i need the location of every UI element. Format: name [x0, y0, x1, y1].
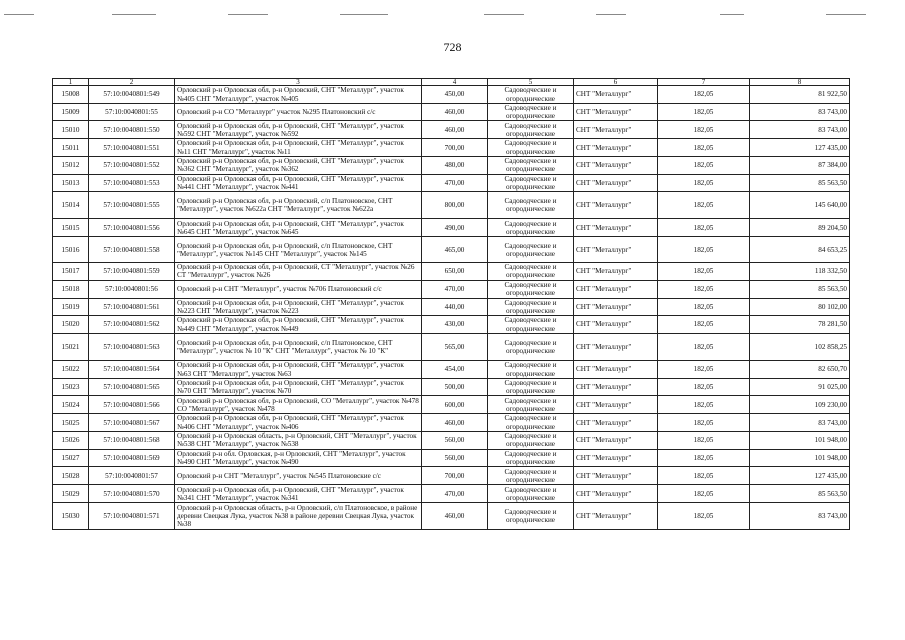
row-number: 15024: [53, 396, 89, 414]
plot-area: 560,00: [422, 431, 488, 449]
cadastral-number: 57:10:0040801:553: [89, 174, 175, 191]
cadastral-number: 57:10:0040801:571: [89, 503, 175, 530]
plot-area: 480,00: [422, 156, 488, 174]
land-use-type: Садоводческие и огороднические: [488, 379, 574, 396]
land-use-type: Садоводческие и огороднические: [488, 396, 574, 414]
table-row: [53, 414, 850, 431]
cadastral-number: 57:10:0040801:568: [89, 431, 175, 449]
owner-name: СНТ "Металлург": [574, 334, 658, 361]
scan-artifact-marks: [0, 14, 905, 18]
row-number: 15009: [53, 104, 89, 121]
plot-address: Орловский р-н Орловская обл, р-н Орловский, СНТ "Металлург", участок №645 СНТ "Металлург", участок №645: [175, 219, 422, 237]
rate-value: 182,05: [658, 449, 750, 466]
plot-area: 565,00: [422, 334, 488, 361]
cadastral-number: 57:10:0040801:570: [89, 485, 175, 503]
land-use-type: Садоводческие и огороднические: [488, 174, 574, 191]
total-value: 87 384,00: [750, 156, 850, 174]
plot-area: 490,00: [422, 219, 488, 237]
plot-area: 470,00: [422, 174, 488, 191]
plot-area: 440,00: [422, 298, 488, 315]
total-value: 83 743,00: [750, 104, 850, 121]
cadastral-number: 57:10:0040801:549: [89, 86, 175, 104]
total-value: 89 204,50: [750, 219, 850, 237]
plot-area: 560,00: [422, 449, 488, 466]
rate-value: 182,05: [658, 396, 750, 414]
cadastral-number: 57:10:0040801:555: [89, 192, 175, 219]
plot-address: Орловский р-н Орловская область, р-н Орловский, СНТ "Металлург", участок №538 СНТ "Металлург", участок №538: [175, 431, 422, 449]
total-value: 127 435,00: [750, 467, 850, 485]
table-row: [53, 156, 850, 174]
total-value: 83 743,00: [750, 121, 850, 139]
plot-address: Орловский р-н СНТ "Металлург", участок №545 Платоновские с/с: [175, 467, 422, 485]
rate-value: 182,05: [658, 263, 750, 280]
table-row: [53, 192, 850, 219]
land-plot-registry-table: [52, 78, 850, 530]
table-row: [53, 485, 850, 503]
owner-name: СНТ "Металлург": [574, 280, 658, 298]
land-use-type: Садоводческие и огороднические: [488, 316, 574, 334]
table-row: [53, 237, 850, 263]
land-use-type: Садоводческие и огороднические: [488, 298, 574, 315]
cadastral-number: 57:10:0040801:562: [89, 316, 175, 334]
plot-address: Орловский р-н Орловская обл, р-н Орловский, СНТ "Металлург", участок №406 СНТ "Металлург", участок №406: [175, 414, 422, 431]
plot-address: Орловский р-н Орловская обл, р-н Орловский, СО "Металлург", участок №478 СО "Металлург", участок №478: [175, 396, 422, 414]
total-value: 85 563,50: [750, 174, 850, 191]
land-use-type: Садоводческие и огороднические: [488, 139, 574, 156]
owner-name: СНТ "Металлург": [574, 237, 658, 263]
rate-value: 182,05: [658, 156, 750, 174]
land-use-type: Садоводческие и огороднические: [488, 104, 574, 121]
cadastral-number: 57:10:0040801:55: [89, 104, 175, 121]
owner-name: СНТ "Металлург": [574, 192, 658, 219]
rate-value: 182,05: [658, 139, 750, 156]
owner-name: СНТ "Металлург": [574, 431, 658, 449]
plot-address: Орловский р-н Орловская обл, р-н Орловский, СНТ "Металлург", участок №592 СНТ "Металлург", участок №592: [175, 121, 422, 139]
plot-address: Орловский р-н Орловская обл, р-н Орловский, СНТ "Металлург", участок №223 СНТ "Металлург", участок №223: [175, 298, 422, 315]
land-use-type: Садоводческие и огороднические: [488, 503, 574, 530]
row-number: 15027: [53, 449, 89, 466]
row-number: 15016: [53, 237, 89, 263]
total-value: 82 650,70: [750, 361, 850, 379]
cadastral-number: 57:10:0040801:56: [89, 280, 175, 298]
plot-area: 450,00: [422, 86, 488, 104]
plot-area: 470,00: [422, 485, 488, 503]
column-header: 1: [53, 79, 89, 86]
land-use-type: Садоводческие и огороднические: [488, 449, 574, 466]
table-row: [53, 379, 850, 396]
land-use-type: Садоводческие и огороднические: [488, 467, 574, 485]
land-use-type: Садоводческие и огороднические: [488, 192, 574, 219]
plot-address: Орловский р-н Орловская обл, р-н Орловский, с/п Платоновское, СНТ "Металлург", участок №622а СНТ "Металлург", участок №622а: [175, 192, 422, 219]
rate-value: 182,05: [658, 280, 750, 298]
rate-value: 182,05: [658, 219, 750, 237]
plot-address: Орловский р-н Орловская обл, р-н Орловский, СНТ "Металлург", участок №441 СНТ "Металлург", участок №441: [175, 174, 422, 191]
row-number: 15028: [53, 467, 89, 485]
row-number: 15011: [53, 139, 89, 156]
total-value: 118 332,50: [750, 263, 850, 280]
total-value: 84 653,25: [750, 237, 850, 263]
plot-area: 430,00: [422, 316, 488, 334]
cadastral-number: 57:10:0040801:551: [89, 139, 175, 156]
owner-name: СНТ "Металлург": [574, 104, 658, 121]
row-number: 15017: [53, 263, 89, 280]
row-number: 15015: [53, 219, 89, 237]
owner-name: СНТ "Металлург": [574, 219, 658, 237]
rate-value: 182,05: [658, 316, 750, 334]
owner-name: СНТ "Металлург": [574, 139, 658, 156]
cadastral-number: 57:10:0040801:569: [89, 449, 175, 466]
rate-value: 182,05: [658, 174, 750, 191]
land-use-type: Садоводческие и огороднические: [488, 334, 574, 361]
plot-address: Орловский р-н Орловская обл, р-н Орловский, СНТ "Металлург", участок №70 СНТ "Металлург", участок №70: [175, 379, 422, 396]
cadastral-number: 57:10:0040801:566: [89, 396, 175, 414]
plot-area: 600,00: [422, 396, 488, 414]
cadastral-number: 57:10:0040801:565: [89, 379, 175, 396]
owner-name: СНТ "Металлург": [574, 263, 658, 280]
table-row: [53, 467, 850, 485]
table-row: [53, 298, 850, 315]
table-row: [53, 431, 850, 449]
rate-value: 182,05: [658, 104, 750, 121]
plot-address: Орловский р-н обл. Орловская, р-н Орловский, СНТ "Металлург", участок №490 СНТ "Металлург", участок №490: [175, 449, 422, 466]
row-number: 15026: [53, 431, 89, 449]
plot-area: 650,00: [422, 263, 488, 280]
column-header: 3: [175, 79, 422, 86]
owner-name: СНТ "Металлург": [574, 449, 658, 466]
row-number: 15008: [53, 86, 89, 104]
table-row: [53, 263, 850, 280]
column-header: 4: [422, 79, 488, 86]
row-number: 15020: [53, 316, 89, 334]
rate-value: 182,05: [658, 361, 750, 379]
plot-area: 465,00: [422, 237, 488, 263]
total-value: 80 102,00: [750, 298, 850, 315]
row-number: 15010: [53, 121, 89, 139]
plot-address: Орловский р-н Орловская обл, р-н Орловский, СНТ "Металлург", участок №362 СНТ "Металлург", участок №362: [175, 156, 422, 174]
total-value: 127 435,00: [750, 139, 850, 156]
land-use-type: Садоводческие и огороднические: [488, 219, 574, 237]
total-value: 91 025,00: [750, 379, 850, 396]
cadastral-number: 57:10:0040801:552: [89, 156, 175, 174]
total-value: 109 230,00: [750, 396, 850, 414]
owner-name: СНТ "Металлург": [574, 396, 658, 414]
row-number: 15025: [53, 414, 89, 431]
cadastral-number: 57:10:0040801:564: [89, 361, 175, 379]
rate-value: 182,05: [658, 298, 750, 315]
column-header: 5: [488, 79, 574, 86]
plot-area: 460,00: [422, 503, 488, 530]
row-number: 15019: [53, 298, 89, 315]
owner-name: СНТ "Металлург": [574, 156, 658, 174]
land-use-type: Садоводческие и огороднические: [488, 237, 574, 263]
cadastral-number: 57:10:0040801:563: [89, 334, 175, 361]
plot-address: Орловский р-н Орловская обл, р-н Орловский, СНТ "Металлург", участок №449 СНТ "Металлург", участок №449: [175, 316, 422, 334]
owner-name: СНТ "Металлург": [574, 86, 658, 104]
land-use-type: Садоводческие и огороднические: [488, 121, 574, 139]
total-value: 102 858,25: [750, 334, 850, 361]
total-value: 101 948,00: [750, 431, 850, 449]
total-value: 85 563,50: [750, 485, 850, 503]
row-number: 15018: [53, 280, 89, 298]
row-number: 15012: [53, 156, 89, 174]
total-value: 81 922,50: [750, 86, 850, 104]
rate-value: 182,05: [658, 467, 750, 485]
total-value: 83 743,00: [750, 414, 850, 431]
plot-area: 500,00: [422, 379, 488, 396]
owner-name: СНТ "Металлург": [574, 316, 658, 334]
owner-name: СНТ "Металлург": [574, 414, 658, 431]
row-number: 15014: [53, 192, 89, 219]
plot-address: Орловский р-н Орловская обл, р-н Орловский, с/п Платоновское, СНТ "Металлург", участок № 10 "К" СНТ "Металлург", участок № 10 "К": [175, 334, 422, 361]
table-row: [53, 503, 850, 530]
owner-name: СНТ "Металлург": [574, 485, 658, 503]
plot-address: Орловский р-н Орловская обл, р-н Орловский, СНТ "Металлург", участок №341 СНТ "Металлург", участок №341: [175, 485, 422, 503]
column-header: 2: [89, 79, 175, 86]
plot-address: Орловский р-н СО "Металлург" участок №295 Платоновский с/с: [175, 104, 422, 121]
table-row: [53, 334, 850, 361]
land-use-type: Садоводческие и огороднические: [488, 156, 574, 174]
owner-name: СНТ "Металлург": [574, 467, 658, 485]
rate-value: 182,05: [658, 379, 750, 396]
table-row: [53, 316, 850, 334]
total-value: 78 281,50: [750, 316, 850, 334]
plot-area: 470,00: [422, 280, 488, 298]
table-body: [53, 86, 850, 530]
plot-area: 460,00: [422, 104, 488, 121]
rate-value: 182,05: [658, 121, 750, 139]
owner-name: СНТ "Металлург": [574, 361, 658, 379]
rate-value: 182,05: [658, 192, 750, 219]
owner-name: СНТ "Металлург": [574, 121, 658, 139]
column-header: 6: [574, 79, 658, 86]
rate-value: 182,05: [658, 237, 750, 263]
plot-address: Орловский р-н Орловская обл, р-н Орловский, СНТ "Металлург", участок №405 СНТ "Металлург", участок №405: [175, 86, 422, 104]
land-use-type: Садоводческие и огороднические: [488, 414, 574, 431]
rate-value: 182,05: [658, 503, 750, 530]
plot-area: 700,00: [422, 467, 488, 485]
cadastral-number: 57:10:0040801:567: [89, 414, 175, 431]
rate-value: 182,05: [658, 86, 750, 104]
cadastral-number: 57:10:0040801:558: [89, 237, 175, 263]
rate-value: 182,05: [658, 485, 750, 503]
total-value: 85 563,50: [750, 280, 850, 298]
table-header-row: [53, 79, 850, 86]
table-row: [53, 121, 850, 139]
owner-name: СНТ "Металлург": [574, 503, 658, 530]
cadastral-number: 57:10:0040801:550: [89, 121, 175, 139]
land-use-type: Садоводческие и огороднические: [488, 361, 574, 379]
owner-name: СНТ "Металлург": [574, 379, 658, 396]
table-row: [53, 86, 850, 104]
plot-area: 454,00: [422, 361, 488, 379]
cadastral-number: 57:10:0040801:556: [89, 219, 175, 237]
row-number: 15030: [53, 503, 89, 530]
cadastral-number: 57:10:0040801:57: [89, 467, 175, 485]
total-value: 145 640,00: [750, 192, 850, 219]
row-number: 15013: [53, 174, 89, 191]
land-use-type: Садоводческие и огороднические: [488, 86, 574, 104]
row-number: 15022: [53, 361, 89, 379]
plot-area: 460,00: [422, 414, 488, 431]
table-row: [53, 280, 850, 298]
cadastral-number: 57:10:0040801:559: [89, 263, 175, 280]
rate-value: 182,05: [658, 431, 750, 449]
owner-name: СНТ "Металлург": [574, 298, 658, 315]
plot-area: 460,00: [422, 121, 488, 139]
plot-address: Орловский р-н Орловская обл, р-н Орловский, СТ "Металлург", участок №26 СТ "Металлург", участок №26: [175, 263, 422, 280]
cadastral-number: 57:10:0040801:561: [89, 298, 175, 315]
plot-address: Орловский р-н СНТ "Металлург", участок №706 Платоновский с/с: [175, 280, 422, 298]
table-row: [53, 449, 850, 466]
rate-value: 182,05: [658, 414, 750, 431]
row-number: 15029: [53, 485, 89, 503]
land-use-type: Садоводческие и огороднические: [488, 280, 574, 298]
plot-address: Орловский р-н Орловская обл, р-н Орловский, СНТ "Металлург", участок №63 СНТ "Металлург", участок №63: [175, 361, 422, 379]
row-number: 15021: [53, 334, 89, 361]
plot-address: Орловский р-н Орловская обл, р-н Орловский, с/п Платоновское, СНТ "Металлург", участок №145 СНТ "Металлург", участок №145: [175, 237, 422, 263]
rate-value: 182,05: [658, 334, 750, 361]
plot-area: 800,00: [422, 192, 488, 219]
total-value: 83 743,00: [750, 503, 850, 530]
table-row: [53, 361, 850, 379]
land-use-type: Садоводческие и огороднические: [488, 263, 574, 280]
table-row: [53, 219, 850, 237]
table-row: [53, 104, 850, 121]
table-row: [53, 139, 850, 156]
column-header: 7: [658, 79, 750, 86]
land-use-type: Садоводческие и огороднические: [488, 485, 574, 503]
table-row: [53, 174, 850, 191]
plot-address: Орловский р-н Орловская область, р-н Орловский, с/п Платоновское, в районе деревни Свецкая Лука, участок №38 в районе деревни Свецкая Лука, участок №38: [175, 503, 422, 530]
page-number: 728: [443, 40, 462, 54]
owner-name: СНТ "Металлург": [574, 174, 658, 191]
row-number: 15023: [53, 379, 89, 396]
plot-address: Орловский р-н Орловская обл, р-н Орловский, СНТ "Металлург", участок №11 СНТ "Металлург", участок №11: [175, 139, 422, 156]
column-header: 8: [750, 79, 850, 86]
total-value: 101 948,00: [750, 449, 850, 466]
land-use-type: Садоводческие и огороднические: [488, 431, 574, 449]
plot-area: 700,00: [422, 139, 488, 156]
table-row: [53, 396, 850, 414]
